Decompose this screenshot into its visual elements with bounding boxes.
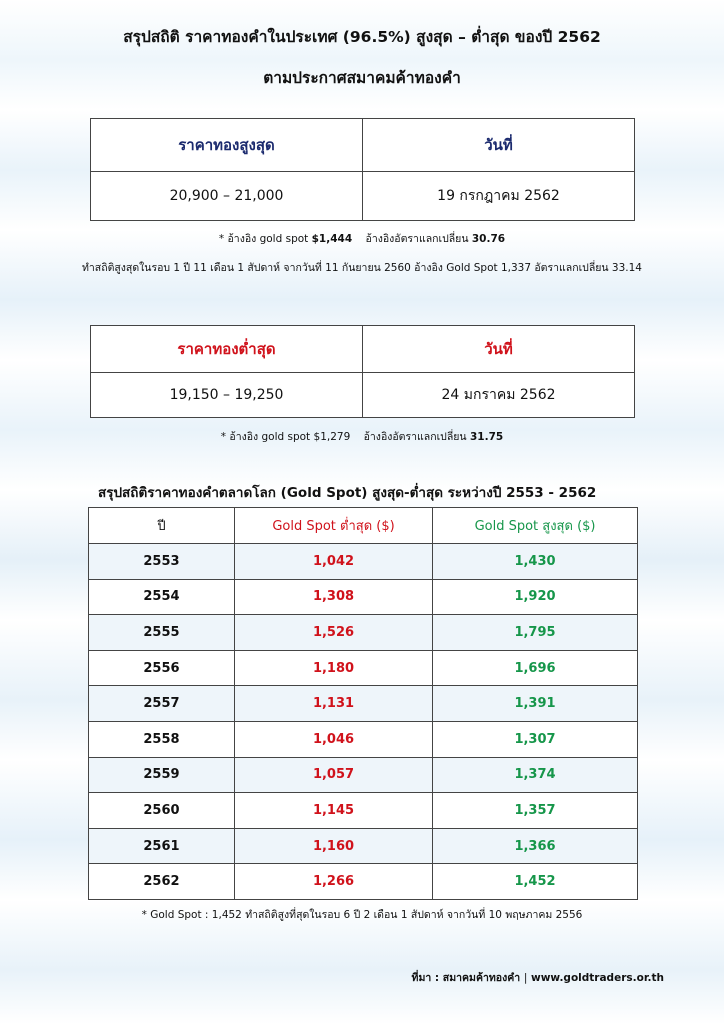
high-date-value: 19 กรกฎาคม 2562 xyxy=(363,172,635,221)
table-row xyxy=(89,864,638,900)
high-cell: 1,920 xyxy=(433,579,638,615)
low-cell: 1,266 xyxy=(234,864,432,900)
table-row xyxy=(89,650,638,686)
high-record-note: ทำสถิติสูงสุดในรอบ 1 ปี 11 เดือน 1 สัปดาห์ จากวันที่ 11 กันยายน 2560 อ้างอิง Gold Spot 1,337 อัตราแลกเปลี่ยน 33.14 xyxy=(81,262,642,274)
high-cell: 1,307 xyxy=(433,721,638,757)
low-price-value: 19,150 – 19,250 xyxy=(91,373,363,418)
high-note-fx: 30.76 xyxy=(471,233,506,245)
table-row xyxy=(89,757,638,793)
low-reference-note xyxy=(0,428,724,445)
low-note-prefix: * อ้างอิง gold spot $1,279 xyxy=(220,431,351,443)
high-note-spot: $1,444 xyxy=(311,233,353,245)
source-url-link[interactable]: www.goldtraders.or.th xyxy=(531,972,664,984)
page-title: สรุปสถิติ ราคาทองคำในประเทศ (96.5%) สูงสุด – ต่ำสุด ของปี 2562 xyxy=(123,28,601,46)
low-note-fx-label: อ้างอิงอัตราแลกเปลี่ยน xyxy=(363,431,467,443)
high-cell: 1,357 xyxy=(433,793,638,829)
low-cell: 1,160 xyxy=(234,828,432,864)
low-cell: 1,131 xyxy=(234,686,432,722)
col-header-year: ปี xyxy=(89,508,235,544)
world-section-title: สรุปสถิติราคาทองคำตลาดโลก (Gold Spot) สูงสุด-ต่ำสุด ระหว่างปี 2553 - 2562 xyxy=(98,485,597,501)
low-price-header: ราคาทองต่ำสุด xyxy=(91,326,363,373)
high-note-prefix: * อ้างอิง gold spot xyxy=(218,233,309,245)
year-cell: 2556 xyxy=(89,650,235,686)
high-date-header: วันที่ xyxy=(363,119,635,172)
low-note-fx: 31.75 xyxy=(469,431,504,443)
low-date-value: 24 มกราคม 2562 xyxy=(363,373,635,418)
high-reference-note xyxy=(0,230,724,247)
table-row xyxy=(89,544,638,580)
source-credit xyxy=(412,969,664,986)
low-cell: 1,046 xyxy=(234,721,432,757)
low-price-table xyxy=(90,325,635,418)
gold-spot-footnote: * Gold Spot : 1,452 ทำสถิติสูงที่สุดในรอบ 6 ปี 2 เดือน 1 สัปดาห์ จากวันที่ 10 พฤษภาคม 2556 xyxy=(141,909,583,921)
table-row xyxy=(89,615,638,651)
page-subtitle: ตามประกาศสมาคมค้าทองคำ xyxy=(263,69,461,87)
high-price-header: ราคาทองสูงสุด xyxy=(91,119,363,172)
year-cell: 2555 xyxy=(89,615,235,651)
year-cell: 2558 xyxy=(89,721,235,757)
year-cell: 2559 xyxy=(89,757,235,793)
year-cell: 2557 xyxy=(89,686,235,722)
low-cell: 1,180 xyxy=(234,650,432,686)
source-separator: | xyxy=(523,972,528,984)
high-cell: 1,696 xyxy=(433,650,638,686)
high-cell: 1,795 xyxy=(433,615,638,651)
low-cell: 1,042 xyxy=(234,544,432,580)
high-cell: 1,374 xyxy=(433,757,638,793)
low-cell: 1,057 xyxy=(234,757,432,793)
low-cell: 1,526 xyxy=(234,615,432,651)
table-row xyxy=(89,828,638,864)
high-note-fx-label: อ้างอิงอัตราแลกเปลี่ยน xyxy=(365,233,469,245)
high-price-value: 20,900 – 21,000 xyxy=(91,172,363,221)
year-cell: 2554 xyxy=(89,579,235,615)
table-row xyxy=(89,721,638,757)
high-cell: 1,430 xyxy=(433,544,638,580)
col-header-high: Gold Spot สูงสุด ($) xyxy=(433,508,638,544)
low-cell: 1,308 xyxy=(234,579,432,615)
low-cell: 1,145 xyxy=(234,793,432,829)
high-cell: 1,391 xyxy=(433,686,638,722)
high-cell: 1,366 xyxy=(433,828,638,864)
year-cell: 2562 xyxy=(89,864,235,900)
year-cell: 2560 xyxy=(89,793,235,829)
source-label: ที่มา : สมาคมค้าทองคำ xyxy=(411,972,521,984)
high-cell: 1,452 xyxy=(433,864,638,900)
high-price-table xyxy=(90,118,635,221)
gold-spot-table xyxy=(88,507,638,900)
table-row xyxy=(89,686,638,722)
year-cell: 2561 xyxy=(89,828,235,864)
table-row xyxy=(89,579,638,615)
year-cell: 2553 xyxy=(89,544,235,580)
table-row xyxy=(89,793,638,829)
low-date-header: วันที่ xyxy=(363,326,635,373)
col-header-low: Gold Spot ต่ำสุด ($) xyxy=(234,508,432,544)
